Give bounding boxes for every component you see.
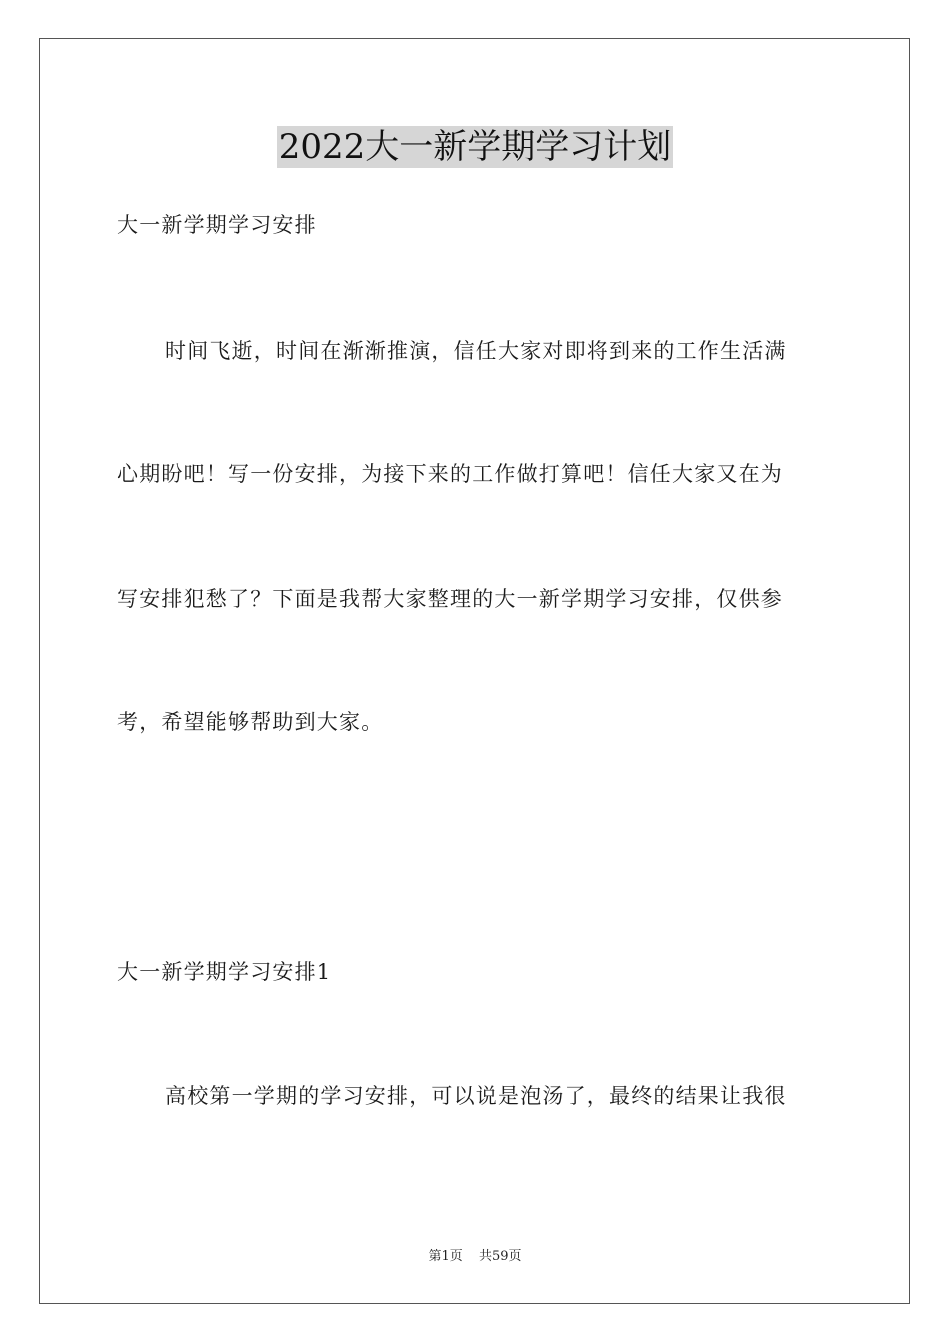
document-title: 2022大一新学期学习计划 <box>278 127 672 167</box>
page-total: 共59页 <box>478 1249 522 1264</box>
page-footer <box>0 1248 950 1266</box>
page-number: 第1页 <box>428 1249 463 1264</box>
section-heading: 大一新学期学习安排 <box>117 213 317 237</box>
paragraph-line: 高校第一学期的学习安排，可以说是泡汤了，最终的结果让我很 <box>165 1084 787 1108</box>
paragraph-line: 时间飞逝，时间在渐渐推演，信任大家对即将到来的工作生活满 <box>165 339 787 363</box>
title-container <box>0 126 950 168</box>
section-heading: 大一新学期学习安排1 <box>117 960 332 984</box>
paragraph-line: 考，希望能够帮助到大家。 <box>117 710 384 734</box>
paragraph-line: 心期盼吧！写一份安排，为接下来的工作做打算吧！信任大家又在为 <box>117 462 783 486</box>
paragraph-line: 写安排犯愁了？下面是我帮大家整理的大一新学期学习安排，仅供参 <box>117 587 783 611</box>
